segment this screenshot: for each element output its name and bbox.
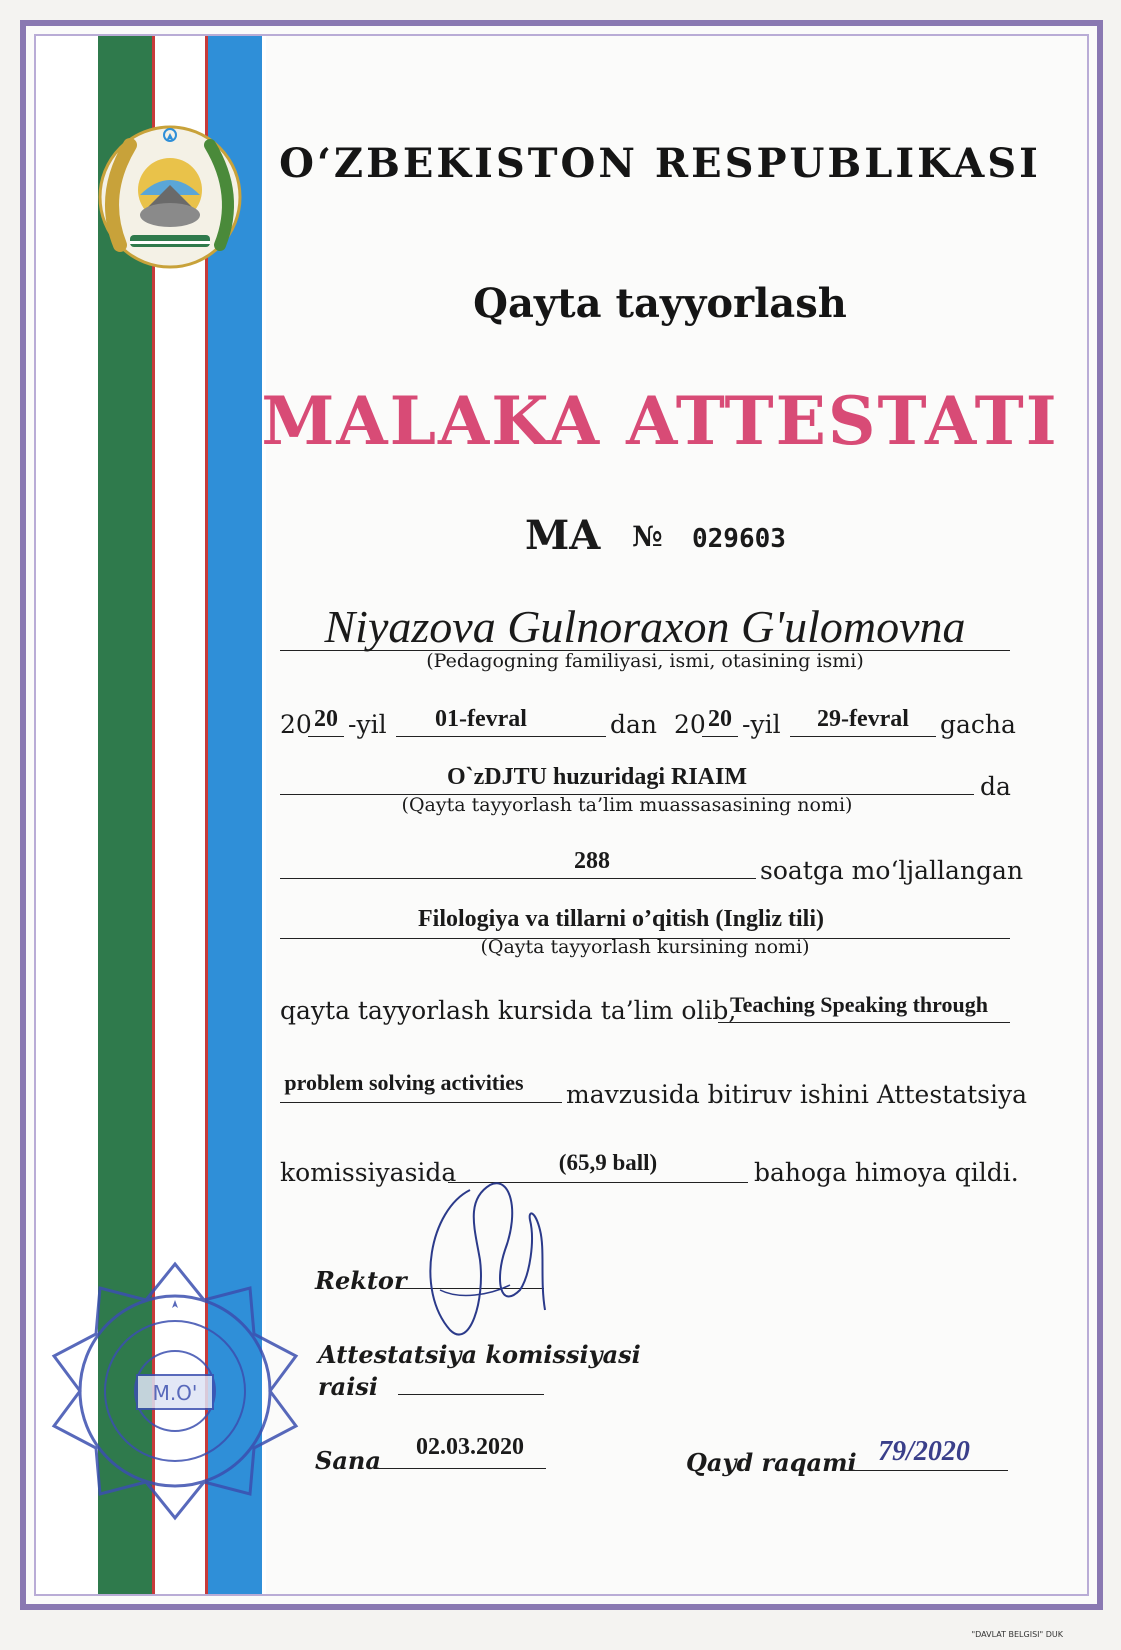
year-word: -yil bbox=[348, 710, 387, 739]
signature-mark bbox=[410, 1150, 570, 1350]
commission-label-1: Attestatsiya komissiyasi bbox=[318, 1340, 641, 1369]
course-name: Filologiya va tillarni o’qitish (Ingliz tili) bbox=[417, 906, 824, 932]
date-label: Sana bbox=[315, 1446, 381, 1475]
country-name: O‘ZBEKISTON RESPUBLIKASI bbox=[279, 140, 1041, 187]
serial-series: MA bbox=[525, 512, 601, 559]
grade-value: (65,9 ball) bbox=[558, 1150, 658, 1175]
printer-mark: "DAVLAT BELGISI" DUK bbox=[971, 1630, 1063, 1639]
rector-label: Rektor bbox=[315, 1266, 407, 1295]
end-year: 20 bbox=[708, 706, 732, 732]
year-word-2: -yil bbox=[742, 710, 781, 739]
end-century: 20 bbox=[674, 710, 706, 739]
holder-caption: (Pedagogning familiyasi, ismi, otasining ismi) bbox=[426, 650, 864, 672]
registration-label: Qayd raqami bbox=[686, 1448, 857, 1477]
grade-suffix: bahoga himoya qildi. bbox=[754, 1158, 1019, 1187]
thesis-suffix: mavzusida bitiruv ishini Attestatsiya bbox=[566, 1080, 1027, 1109]
date-value: 02.03.2020 bbox=[416, 1434, 524, 1460]
commission-label-2: raisi bbox=[318, 1372, 378, 1401]
institution-caption: (Qayta tayyorlash ta’lim muassasasining nomi) bbox=[401, 794, 853, 816]
until-word: gacha bbox=[940, 710, 1016, 739]
thesis-topic-2: problem solving activities bbox=[284, 1070, 524, 1095]
document-subtitle: Qayta tayyorlash bbox=[473, 280, 847, 327]
seal-center-text: M.O' bbox=[152, 1381, 198, 1405]
course-caption: (Qayta tayyorlash kursining nomi) bbox=[480, 936, 810, 958]
registration-number: 79/2020 bbox=[878, 1436, 970, 1467]
start-date: 01-fevral bbox=[435, 706, 527, 732]
grade-lead: komissiyasida bbox=[280, 1158, 457, 1187]
start-year: 20 bbox=[314, 706, 338, 732]
end-date: 29-fevral bbox=[817, 706, 909, 732]
official-seal-stamp bbox=[44, 1260, 306, 1522]
thesis-topic-1: Teaching Speaking through bbox=[730, 992, 988, 1017]
hours-suffix: soatga mo‘ljallangan bbox=[760, 856, 1024, 885]
document-title: MALAKA ATTESTATI bbox=[261, 382, 1059, 460]
serial-number: 029603 bbox=[692, 524, 786, 554]
start-century: 20 bbox=[280, 710, 312, 739]
hours-value: 288 bbox=[574, 848, 610, 874]
institution-name: O`zDJTU huzuridagi RIAIM bbox=[446, 764, 747, 790]
commission-signature-line bbox=[398, 1364, 544, 1395]
thesis-lead: qayta tayyorlash kursida ta’lim olib, bbox=[280, 996, 737, 1025]
serial-number-sign: № bbox=[632, 520, 663, 553]
state-emblem-icon bbox=[90, 115, 250, 275]
from-word: dan bbox=[610, 710, 658, 739]
holder-name: Niyazova Gulnoraxon G'ulomovna bbox=[324, 601, 966, 652]
institution-suffix: da bbox=[980, 772, 1011, 801]
